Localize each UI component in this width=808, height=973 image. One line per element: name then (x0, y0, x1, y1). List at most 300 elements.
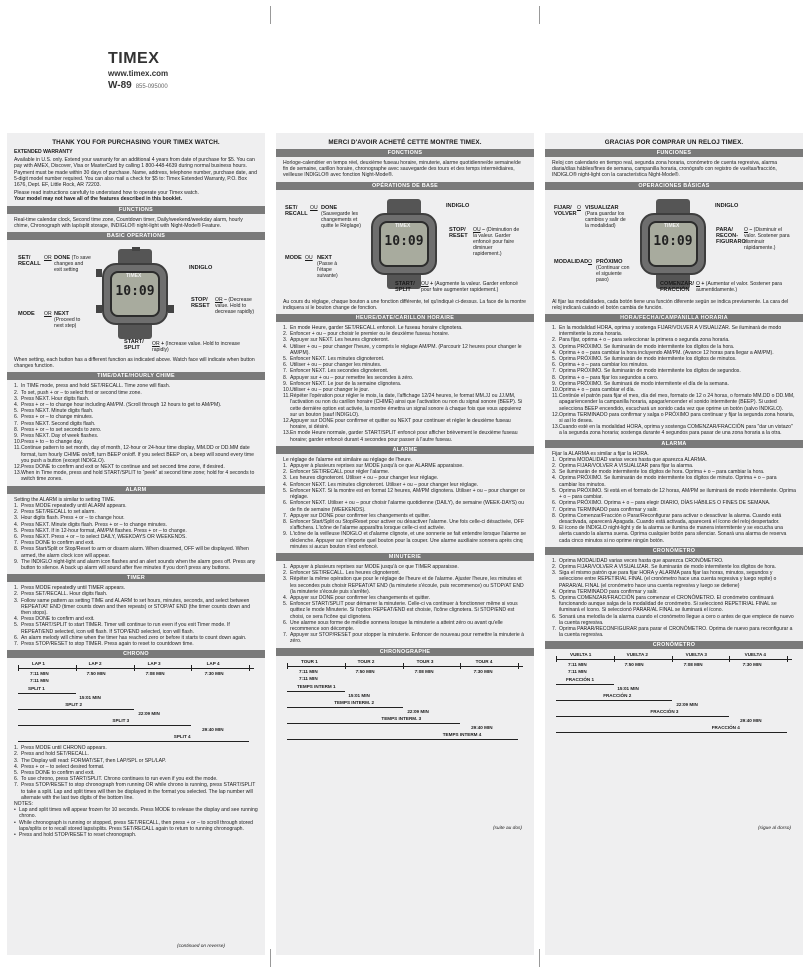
timex-logo: TIMEX (108, 50, 160, 67)
chrono-steps (14, 745, 258, 801)
note-item (14, 820, 258, 832)
step-text: Press DONE to confirm and exit. (21, 769, 95, 776)
split-time: 29:40 MIN (471, 724, 493, 730)
part-code: 855-095000 (135, 84, 168, 90)
section-timer: TIMER (7, 574, 265, 582)
step-number: 6. (14, 634, 19, 641)
label-plus (696, 281, 792, 293)
step-text: Follow same pattern as setting TIME and ALARM to set hours, minutes, seconds, and select between REPEAT/AT END (timer counts down and then repeats) or STOP/AT END (the timer counts down and then stops). (21, 597, 251, 616)
label-text: START/ SPLIT (395, 280, 415, 293)
step-number: 10. (283, 387, 291, 394)
step-item (283, 500, 527, 513)
step-text: Enfoncer NEXT. Utiliser + ou – pour choisir l'alarme quotidienne (DAILY), de semaine (WEEK-DAYS) ou de fin de semaine (WEEKENDS). (290, 500, 524, 513)
step-text: Press NEXT. Day of week flashes. (21, 433, 99, 440)
split-time: 29:40 MIN (202, 727, 224, 733)
step-item (14, 558, 258, 571)
step-text: Une alarme sous forme de mélodie sonnera lorsque la minuterie a atteint zéro ou avant qu'elle recommence son décompte. (290, 619, 503, 632)
step-item (552, 570, 796, 589)
section-time-date: TIME/DATE/HOURLY CHIME (7, 372, 265, 380)
step-number: 4. (552, 349, 557, 356)
note-text (14, 196, 258, 202)
label-text: OR (44, 255, 52, 262)
step-number: 3. (552, 343, 557, 350)
note-text: While chronograph is running or stopped, press SET/RECALL, then press + or – to scroll through stored laps/splits or to recall stored laps/splits. Press SET/RECALL again to return to running chronograph. (19, 819, 254, 832)
step-number: 3. (552, 570, 557, 577)
label-text: NEXT (317, 254, 332, 261)
step-text: Oprima PRÓXIMO. Se iluminarán de modo intermitente los dígitos de minutos. (559, 356, 737, 363)
step-number: 2. (14, 591, 19, 598)
label-or (588, 259, 592, 265)
watch-illustration (96, 249, 174, 339)
step-item (283, 518, 527, 532)
step-text: Press NEXT. Hour digits flash. (21, 395, 90, 402)
lap-time: 7:11 MIN (30, 671, 49, 677)
watch-lcd: 10:09 (115, 284, 155, 300)
functions-text: Horloge-calendrier en temps réel, deuxième fuseau horaire, minuterie, alarme quotidienne/de semaine/de fin de semaine, carillon horaire, chronographe avec sauvegarde des tours et des temps intermédiaires, veilleuse INDIGLO® avec fonction Night-Mode®. (283, 160, 521, 179)
continued-note: (sigue al dorso) (757, 826, 791, 831)
step-item (283, 418, 527, 431)
step-text: Oprima + o – para cambiar el día. (559, 387, 636, 394)
split-label: TEMPS INTERM 1 (297, 683, 336, 689)
label-or (44, 311, 52, 317)
step-number: 12. (552, 411, 560, 418)
step-number: 6. (14, 533, 19, 540)
step-text: Oprima FIJAR/VOLVER A VISUALIZAR. Se iluminarán de modo intermitente los dígitos de hora. (559, 563, 777, 570)
crop-mark (270, 6, 271, 24)
label-text: SET/ RECALL (18, 255, 41, 268)
step-text: Appuyer sur + ou – pour remettre les secondes à zéro. (290, 374, 414, 381)
timeline-tick (249, 665, 250, 671)
label-text: NEXT (54, 311, 69, 318)
step-text: Press MODE repeatedly until TIMER appears. (21, 585, 126, 592)
label-stop-reset (449, 227, 471, 239)
label-mode (18, 311, 35, 317)
step-number: 4. (552, 475, 557, 482)
label-stop-reset (716, 226, 746, 245)
step-text: Enfoncer Start/Split ou Stop/Reset pour activer ou désactiver l'alarme. Une fois celle-ci désactivée, OFF s'affichera. L'icône de l'alarme apparaîtra lorsque celle-ci est activée. (290, 518, 524, 532)
split-label: SPLIT 2 (65, 702, 83, 708)
step-number: 10. (552, 387, 560, 394)
label-or (310, 205, 318, 211)
step-text: Oprima TERMINADO para confirmar y salir. (559, 506, 658, 513)
step-number: 6. (14, 776, 19, 783)
label-desc: (Passe à l'étape suivante) (317, 260, 338, 279)
step-text: Oprima + o – para cambiar la hora incluyendo AM/PM. (Avance 12 horas para llegar a AM/PM). (559, 349, 774, 356)
step-text: Enfoncer NEXT. Les secondes clignoteront. (290, 368, 389, 375)
lap-label: TOUR 1 (301, 658, 318, 664)
step-text: Oprima FIJAR/VOLVER A VISUALIZAR para fijar la alarma. (559, 463, 694, 470)
split-label: FRACCIÓN 2 (603, 693, 632, 699)
step-item (283, 430, 527, 443)
continued-note: (continued on reverse) (177, 944, 225, 949)
label-desc: (Continuar con el siguiente paso) (596, 264, 630, 283)
step-number: 2. (552, 337, 557, 344)
timer-steps (552, 558, 796, 639)
alarm-intro: Setting the ALARM is similar to setting TIME. (14, 496, 116, 503)
label-plus (421, 281, 521, 293)
label-minus (744, 227, 792, 251)
split-time: 15:01 MIN (79, 695, 101, 701)
step-text: Press NEXT. Minute digits flash. (21, 408, 94, 415)
step-number: 9. (14, 433, 19, 440)
label-desc: (Sauvegarde les changements et quitte le Réglage) (321, 210, 361, 229)
step-text: Press SET/RECALL. Hour digits flash. (21, 591, 108, 598)
label-text: OU (421, 280, 429, 287)
timeline-tick (191, 665, 192, 671)
label-desc: (Diminution de la valeur. Garder enfoncé pour faire diminuer rapidement.) (473, 226, 520, 257)
step-number: 3. (283, 337, 288, 344)
step-text: En mode Heure, garder SET/RECALL enfoncé. Le fuseau horaire clignotera. (290, 325, 463, 332)
step-number: 1. (14, 383, 19, 390)
step-text: Enfoncer NEXT. Les minutes clignoteront. Utiliser + ou – pour changer leur réglage. (290, 481, 479, 488)
step-item (14, 597, 258, 617)
timer-steps (14, 585, 258, 647)
step-number: 1. (552, 325, 557, 332)
watch-brand: TIMEX (126, 273, 142, 280)
section-basic-operations: OPERACIONES BÁSICAS (545, 182, 803, 190)
watch-illustration (365, 199, 443, 289)
label-plus (152, 341, 252, 353)
split-time: 15:01 MIN (617, 686, 639, 692)
step-text: Enfoncer NEXT. Si la montre est en format 12 heures, AM/PM clignotera. Utiliser + ou – pour changer ce réglage. (290, 487, 526, 501)
timeline-tick (787, 656, 788, 662)
step-text: Sonará una melodía de la alarma cuando el cronómetro llegue a cero o antes de que empiece de nuevo la cuenta regresiva. (559, 613, 794, 626)
step-number: 4. (14, 402, 19, 409)
step-number: 1. (552, 557, 557, 564)
label-text: + (430, 280, 434, 287)
split-line (18, 693, 76, 694)
step-number: 5. (14, 769, 19, 776)
step-item (552, 475, 796, 488)
step-number: 4. (14, 521, 19, 528)
step-text: Press Start/Split or Stop/Reset to arm or disarm alarm. When disarmed, OFF will be displayed. When armed, the alarm clock icon will appear. (21, 546, 249, 559)
label-or (577, 205, 581, 211)
label-text: VISUALIZAR (585, 204, 619, 211)
section-chrono: CHRONOGRAPHE (276, 648, 534, 656)
label-text: O (744, 226, 748, 233)
step-number: 1. (283, 325, 288, 332)
step-number: 5. (283, 356, 288, 363)
label-stop-reset (191, 297, 213, 309)
step-text: Press STOP/RESET to stop TIMER. Press again to reset to countdown time. (21, 640, 194, 647)
step-text: Oprima PRÓXIMO. Se iluminarán de modo intermitente los dígitos de segundos. (559, 368, 741, 375)
step-text: Cuando esté en la modalidad HORA, oprima y sostenga COMENZAR/FRACCIÓN para "dar un vistazo" a la segunda zona horaria; sostenga durante 4 segundos para pasar de una zona horaria a la otra. (559, 424, 793, 437)
step-number: 12. (283, 418, 291, 425)
lap-label: LAP 1 (32, 661, 45, 667)
step-text: Press DONE to confirm and exit. (21, 616, 95, 623)
split-label: TEMPS INTERM 4 (442, 731, 482, 737)
step-number: 1. (14, 745, 19, 752)
split-line (287, 739, 518, 740)
split-line (18, 741, 249, 742)
step-number: 11. (283, 393, 290, 400)
step-item (552, 325, 796, 338)
step-text: Press SET/RECALL to set alarm. (21, 509, 96, 516)
timeline-axis (556, 659, 792, 660)
label-start-split (395, 281, 421, 293)
timeline-tick (76, 665, 77, 671)
label-indiglo (189, 265, 212, 271)
step-number: 13. (552, 424, 560, 431)
continued-note: (suite au dos) (492, 826, 522, 831)
label-set-recall (285, 205, 309, 217)
step-item (283, 487, 527, 501)
step-item (14, 640, 258, 647)
lap-time: 7:08 MIN (414, 668, 434, 674)
step-number: 9. (14, 558, 19, 565)
step-item (283, 531, 527, 550)
step-number: 9. (283, 380, 288, 387)
step-text: To use chrono, press START/SPLIT. Chrono continues to run even if you exit the mode. (21, 776, 218, 783)
timeline-tick (556, 656, 557, 662)
crop-mark (270, 949, 271, 967)
step-item (14, 622, 258, 635)
time-steps (552, 325, 796, 437)
note-text: Lap and split times will appear frozen for 10 seconds. Press MODE to release the display and see running chrono. (19, 807, 258, 820)
set-recall-button (96, 269, 102, 277)
label-text: PRÓXIMO (596, 258, 623, 265)
split-time: 22:09 MIN (676, 702, 698, 708)
step-number: 9. (283, 531, 288, 538)
chrono-diagram (18, 661, 254, 741)
lap-label: VUELTA 2 (626, 652, 648, 658)
section-functions: FUNCTIONS (7, 206, 265, 214)
split-line (556, 732, 787, 733)
time-steps (14, 383, 258, 482)
label-set-recall (554, 205, 576, 217)
step-number: 9. (552, 525, 557, 532)
model-number (108, 80, 168, 91)
alarm-intro: Fijar la ALARMA es similar a fijar la HORA. (552, 450, 649, 457)
spanish-panel (545, 133, 803, 955)
split-time: 7:11 MIN (568, 669, 587, 675)
section-basic-operations: OPÉRATIONS DE BASE (276, 182, 534, 190)
step-text: Press MODE repeatedly until ALARM appears. (21, 502, 127, 509)
section-functions: FUNCIONES (545, 149, 803, 157)
step-number: 2. (552, 463, 557, 470)
step-text: Oprima PARAR/RECONFIGURAR para parar el CRONÓMETRO. Oprima de nuevo para reconfigurar a la cuenta regresiva. (559, 625, 793, 639)
panel-title: THANK YOU FOR PURCHASING YOUR TIMEX WATCH. (52, 139, 220, 146)
step-text: To set, push + or – to select first or second time zone. (21, 389, 142, 396)
label-minus (215, 297, 259, 315)
step-text: El ícono de INDIGLO night-light y de la alarma se ilumina de manera intermitente y se escucha una alerta cuando la alarma suena. Oprima cualquier botón para silenciar. Sonará una alarma de reserva cada cinco minutos si no oprime ningún botón. (559, 525, 787, 544)
label-indiglo (715, 203, 738, 209)
step-number: 5. (14, 408, 19, 415)
step-number: 6. (283, 500, 288, 507)
basic-text: Al fijar las modalidades, cada botón tiene una función diferente según se indica previamente. La cara del reloj indicará cuándo el botón cambia de función. (552, 298, 789, 311)
timeline-tick (18, 665, 19, 671)
step-text: Enfoncer NEXT. Le jour de la semaine clignotera. (290, 380, 402, 387)
step-item (283, 393, 527, 418)
step-number: 1. (283, 463, 288, 470)
step-number: 5. (552, 487, 557, 494)
step-item (552, 393, 796, 412)
split-time: 7:11 MIN (30, 678, 49, 684)
step-text: Press STOP/RESET to stop chronograph from running OR while chrono is running, press START/SPLIT to take a split. Lap and split times will then be displayed in the format you selected. The lap number will alternate with the last two digits of the bottom line. (21, 782, 256, 801)
watch-brand: TIMEX (395, 222, 411, 229)
step-number: 11. (552, 393, 559, 400)
step-number: 6. (283, 362, 288, 369)
step-text: Appuyer sur DONE pour confirmer les changements et quitter. (290, 512, 431, 519)
basic-text: When setting, each button has a different function as indicated above. Watch face will indicate when button changes function. (14, 357, 255, 370)
watch-brand: TIMEX (664, 222, 680, 229)
step-text: The Display will read: FORMAT/SET, then LAP/SPL or SPL/LAP. (21, 757, 167, 764)
step-text: Utiliser + ou – pour changer l'heure, y compris le réglage AM/PM. (Parcourir 12 heures pour changer le AM/PM). (290, 343, 522, 356)
step-text: Press START/SPLIT to start TIMER. Timer will continue to run even if you exit Timer mode. If REPEAT/END selected, icon will flash. If STOP/END selected, icon will flash. (21, 622, 230, 635)
label-text: – (224, 297, 227, 304)
step-item (552, 487, 796, 501)
label-indiglo (446, 203, 469, 209)
step-text: Press NEXT. Press + or – to select DAILY, WEEKDAYS OR WEEKENDS. (21, 533, 187, 540)
split-label: FRACCIÓN 4 (711, 725, 740, 731)
chrono-diagram (287, 659, 523, 739)
split-line (287, 723, 460, 724)
timeline-tick (518, 663, 519, 669)
step-text: Oprima PRÓXIMO. Si está en el formato de 12 horas, AM/PM se iluminará de modo intermitente. Oprima + o – para cambiar. (559, 487, 796, 501)
step-text: Répéter la même opération que pour le réglage de l'heure et de l'alarme. Ajuster l'heure, les minutes et les secondes puis choisir REPEAT/AT END (la minuterie s'écoule, puis recommence) ou STOP/AT END (la minuterie s'écoule puis s'arrête). (290, 576, 524, 595)
step-item (552, 594, 796, 614)
step-item (283, 343, 527, 356)
lap-label: TOUR 2 (357, 658, 375, 664)
alarm-steps (552, 457, 796, 544)
lap-time: 7:30 MIN (473, 668, 493, 674)
notes-list (14, 807, 258, 838)
step-text: An alarm melody will chime when the timer has reached zero or before it starts to count down again. (21, 634, 247, 641)
alarm-steps (283, 463, 527, 550)
step-number: 4. (283, 481, 288, 488)
label-next (317, 255, 353, 279)
notes-heading: NOTES: (14, 800, 33, 807)
alarm-steps (14, 503, 258, 571)
step-number: 5. (552, 356, 557, 363)
step-text: Enfoncer START/SPLIT pour démarrer la minuterie. Celle-ci va continuer à fonctionner même si vous quittez le mode Minuterie. Si l'option REPEAT/END est choisie, l'icône clignotera. Si STOP/END est choisi, ce sera l'icône qui clignotera. (290, 601, 518, 620)
split-line (18, 709, 134, 710)
step-text: Press NEXT. If in 12-hour format, AM/PM flashes. Press + or – to change. (21, 527, 187, 534)
label-text: STOP/ RESET (449, 226, 468, 239)
split-line (556, 700, 672, 701)
step-number: 2. (552, 563, 557, 570)
split-line (556, 684, 614, 685)
step-number: 6. (283, 619, 288, 626)
chrono-diagram (556, 652, 792, 732)
step-text: Enfoncer NEXT. Les minutes clignoteront. (290, 356, 385, 363)
lap-time: 7:11 MIN (299, 668, 318, 674)
step-number: 8. (14, 426, 19, 433)
step-number: 4. (14, 763, 19, 770)
label-text: O (696, 280, 700, 287)
step-number: 9. (552, 380, 557, 387)
section-chrono: CHRONO (7, 650, 265, 658)
step-text: Enfoncer SET/RECALL pour régler l'alarme. (290, 469, 390, 476)
section-alarm: ALARMA (545, 440, 803, 448)
step-text: Enfoncer SET/RECALL. Les heures clignoteront. (290, 570, 401, 577)
step-text: Oprima TERMINADO para confirmar y salir. (559, 588, 658, 595)
label-text: STOP/ RESET (191, 297, 210, 310)
lap-label: LAP 3 (147, 661, 161, 667)
lap-label: TOUR 3 (416, 658, 434, 664)
split-time: 22:09 MIN (138, 711, 160, 717)
split-label: TEMPS INTERM. 2 (334, 699, 375, 705)
step-number: 3. (14, 597, 19, 604)
step-number: 7. (552, 368, 557, 375)
step-text: Oprima COMENZAR/FRACCIÓN para comenzar el CRONÓMETRO. El cronómetro continuará funcionando aunque salga de la modalidad de cronómetro. Si seleccionó REPETIR/AL FINAL se iluminará el ícono. Si seleccionó PARAR/AL FINAL se iluminará el ícono. (559, 594, 777, 614)
note-bold: Your model may not have all of the features described in this booklet. (14, 196, 183, 203)
step-text: Oprima PRÓXIMO. Se iluminarán de modo intermitente los dígitos de minuto. Oprima + o – para cambiar los minutos. (559, 475, 777, 488)
step-number: 8. (552, 374, 557, 381)
section-time-date: HEURE/DATE/CARILLON HORAIRE (276, 314, 534, 322)
step-text: In TIME mode, press and hold SET/RECALL. Time zone will flash. (21, 383, 171, 390)
lap-time: 7:50 MIN (624, 662, 644, 668)
lap-label: VUELTA 1 (570, 652, 592, 658)
step-text: Appuyer sur NEXT. Les heures clignoteront. (290, 337, 390, 344)
lap-label: LAP 4 (206, 661, 220, 667)
split-label: SPLIT 4 (173, 734, 191, 740)
step-text: Continue pattern to set month, day of month, 12-hour or 24-hour time display, MM.DD or DD.MM date format, turn hourly CHIME on/off, turn BEEP on/off. If you select BEEP on, a beep will sound every time you push a button (except INDIGLO). (21, 445, 254, 464)
step-number: 10. (14, 439, 22, 446)
crop-mark (539, 6, 540, 24)
step-text: Oprima PRÓXIMO. Se iluminarán de modo intermitente los dígitos de la hora. (559, 343, 735, 350)
timeline-tick (614, 656, 615, 662)
step-number: 3. (14, 757, 19, 764)
label-minus (473, 227, 521, 257)
step-item (552, 525, 796, 544)
model-label: W-89 (108, 80, 132, 91)
label-text: – (749, 226, 753, 233)
step-number: 2. (283, 570, 288, 577)
label-desc: (Augmente la valeur. Garder enfoncé pour faire augmenter rapidement.) (421, 280, 518, 293)
step-number: 5. (14, 527, 19, 534)
lap-label: LAP 2 (88, 661, 102, 667)
step-text: Appuyer sur DONE pour confirmer les changements et quitter. (290, 594, 431, 601)
label-text: FIJAR/ VOLVER (554, 204, 577, 217)
step-number: 5. (14, 622, 19, 629)
step-number: 6. (14, 414, 19, 421)
lap-time: 7:30 MIN (742, 662, 762, 668)
label-text: OR (44, 311, 52, 318)
functions-text: Real-time calendar clock, Second time zone, Countdown timer, Daily/weekend/weekday alarm, hourly chime, Chronograph with lap/split storage, INDIGLO® night-light with Night-Mode® Feature. (14, 216, 243, 229)
step-item (14, 546, 258, 559)
step-text: Se iluminarán de modo intermitente los dígitos de hora. Oprima + o – para cambiar la hora. (559, 469, 765, 476)
split-line (556, 716, 729, 717)
label-done (321, 205, 361, 229)
brand-header (108, 50, 168, 91)
split-label: SPLIT 3 (112, 718, 130, 724)
label-text: + (161, 341, 165, 348)
timeline-tick (345, 663, 346, 669)
lap-time: 7:08 MIN (145, 671, 165, 677)
watch-lcd: 10:09 (384, 233, 424, 249)
step-number: 7. (552, 625, 557, 632)
timeline-tick (729, 656, 730, 662)
label-text: OU (305, 254, 313, 261)
step-number: 5. (283, 601, 288, 608)
note-text: Press and hold STOP/RESET to reset chronograph. (19, 832, 137, 838)
split-label: TEMPS INTERM. 3 (381, 715, 422, 721)
lap-time: 7:50 MIN (355, 668, 375, 674)
step-number: 5. (283, 487, 288, 494)
step-text: The INDIGLO night-light and alarm icon flashes and an alert sounds when the alarm goes off. Press any button to silence. A back up alarm will sound after five minutes if you don't press any buttons. (21, 558, 256, 571)
label-text: INDIGLO (715, 202, 739, 209)
step-number: 3. (14, 515, 19, 522)
section-alarm: ALARME (276, 446, 534, 454)
step-number: 7. (283, 632, 288, 639)
lap-label: VUELTA 4 (744, 652, 766, 658)
label-text: O (577, 204, 581, 211)
split-time: 15:01 MIN (348, 692, 370, 698)
timeline-axis (287, 666, 523, 667)
watch-diagram (283, 193, 527, 297)
step-text: Para fijar, oprima + o – para seleccionar la primera o segunda zona horaria. (559, 337, 730, 344)
